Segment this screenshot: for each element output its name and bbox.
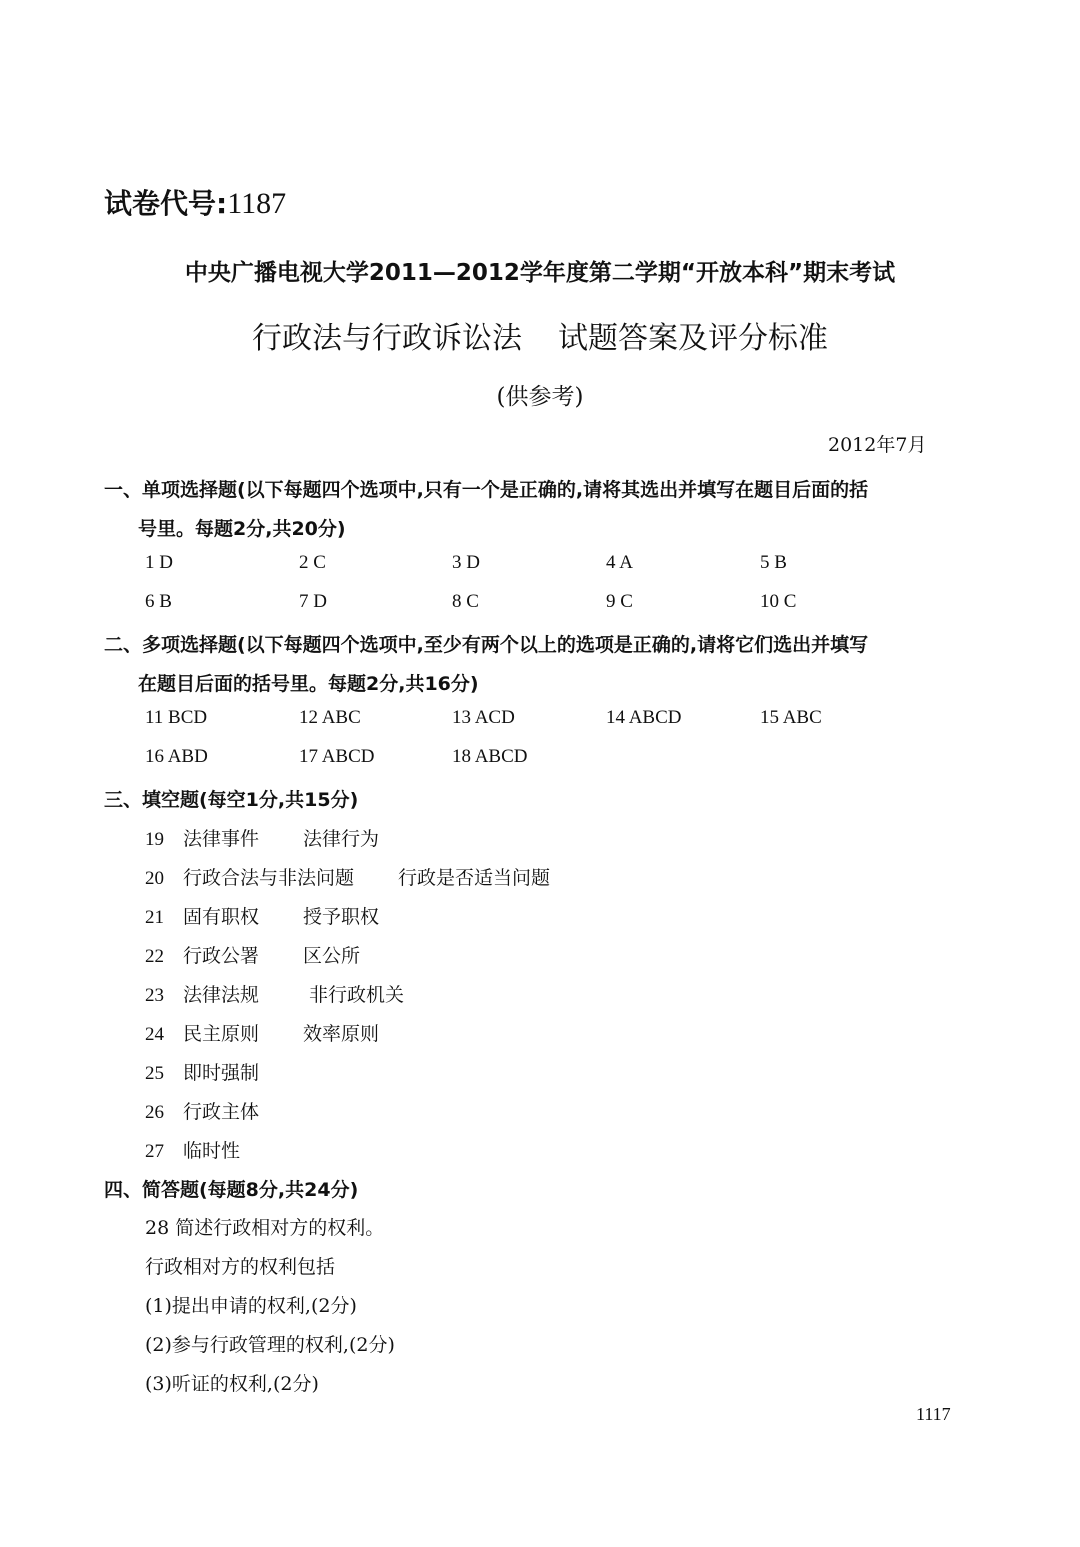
answer-item: 8 C bbox=[452, 591, 479, 612]
fill-item bbox=[145, 902, 379, 929]
fill-item bbox=[145, 863, 550, 890]
answer-item: 7 D bbox=[299, 591, 327, 612]
answer-item: 18 ABCD bbox=[452, 746, 528, 767]
answer-item: 3 D bbox=[452, 552, 480, 573]
exam-code-number: 1187 bbox=[227, 187, 287, 220]
section1-title: 一、单项选择题(以下每题四个选项中,只有一个是正确的,请将其选出并填写在题目后面的括 bbox=[104, 479, 869, 501]
course-name: 行政法与行政诉讼法 bbox=[252, 321, 522, 356]
fill-answer: 法律法规 bbox=[183, 984, 260, 1006]
fill-answer: 非行政机关 bbox=[309, 984, 405, 1006]
answer-item: 10 C bbox=[760, 591, 797, 612]
fill-answer: 临时性 bbox=[183, 1140, 241, 1162]
exam-code bbox=[104, 182, 286, 222]
fill-answer: 行政主体 bbox=[183, 1101, 260, 1123]
answer-item: 2 C bbox=[299, 552, 326, 573]
item-number: 26 bbox=[145, 1102, 164, 1123]
fill-answer: 固有职权 bbox=[183, 906, 260, 928]
answer-item: 12 ABC bbox=[299, 707, 361, 728]
item-number: 20 bbox=[145, 868, 164, 889]
page-number: 1117 bbox=[916, 1404, 951, 1424]
answer-point: (1)提出申请的权利,(2分) bbox=[145, 1295, 357, 1317]
answer-item: 17 ABCD bbox=[299, 746, 375, 767]
section3-title: 三、填空题(每空1分,共15分) bbox=[104, 789, 359, 811]
fill-answer: 效率原则 bbox=[303, 1023, 380, 1045]
fill-item bbox=[145, 1136, 240, 1163]
item-number: 21 bbox=[145, 907, 164, 928]
answer-item: 11 BCD bbox=[145, 707, 208, 728]
fill-item bbox=[145, 1019, 379, 1046]
fill-item bbox=[145, 1097, 259, 1124]
answer-item: 16 ABD bbox=[145, 746, 208, 767]
item-number: 23 bbox=[145, 985, 164, 1006]
answer-item: 5 B bbox=[760, 552, 787, 573]
doc-title bbox=[0, 313, 1080, 357]
question-28: 28 简述行政相对方的权利。 bbox=[145, 1217, 385, 1239]
answer-item: 4 A bbox=[606, 552, 633, 573]
fill-answer: 行政公署 bbox=[183, 945, 260, 967]
fill-answer: 法律行为 bbox=[303, 828, 380, 850]
exam-code-label: 试卷代号: bbox=[104, 187, 228, 220]
answer-point: (2)参与行政管理的权利,(2分) bbox=[145, 1334, 395, 1356]
exam-title: 中央广播电视大学2011—2012学年度第二学期“开放本科”期末考试 bbox=[184, 260, 896, 286]
item-number: 24 bbox=[145, 1024, 164, 1045]
fill-item bbox=[145, 980, 404, 1007]
fill-answer: 授予职权 bbox=[303, 906, 380, 928]
doc-type: 试题答案及评分标准 bbox=[558, 321, 828, 356]
answer-item: 13 ACD bbox=[452, 707, 515, 728]
answer-item: 1 D bbox=[145, 552, 173, 573]
answer-item: 14 ABCD bbox=[606, 707, 682, 728]
item-number: 22 bbox=[145, 946, 164, 967]
fill-item bbox=[145, 941, 360, 968]
item-number: 25 bbox=[145, 1063, 164, 1084]
fill-answer: 行政是否适当问题 bbox=[398, 867, 551, 889]
fill-answer: 即时强制 bbox=[183, 1062, 260, 1084]
fill-answer: 行政合法与非法问题 bbox=[183, 867, 355, 889]
fill-item bbox=[145, 1058, 259, 1085]
item-number: 27 bbox=[145, 1141, 164, 1162]
answer-item: 9 C bbox=[606, 591, 633, 612]
section2-title-cont: 在题目后面的括号里。每题2分,共16分) bbox=[138, 673, 479, 695]
section1-title-cont: 号里。每题2分,共20分) bbox=[138, 518, 346, 540]
answer-item: 15 ABC bbox=[760, 707, 822, 728]
section4-title: 四、简答题(每题8分,共24分) bbox=[104, 1179, 359, 1201]
answer-item: 6 B bbox=[145, 591, 172, 612]
fill-item bbox=[145, 824, 379, 851]
item-number: 19 bbox=[145, 829, 164, 850]
answer-intro: 行政相对方的权利包括 bbox=[145, 1256, 336, 1278]
answer-point: (3)听证的权利,(2分) bbox=[145, 1373, 319, 1395]
exam-date: 2012年7月 bbox=[828, 434, 927, 456]
reference-note: (供参考) bbox=[496, 384, 584, 410]
fill-answer: 区公所 bbox=[303, 945, 361, 967]
fill-answer: 民主原则 bbox=[183, 1023, 260, 1045]
section2-title: 二、多项选择题(以下每题四个选项中,至少有两个以上的选项是正确的,请将它们选出并填写 bbox=[104, 634, 869, 656]
fill-answer: 法律事件 bbox=[183, 828, 260, 850]
